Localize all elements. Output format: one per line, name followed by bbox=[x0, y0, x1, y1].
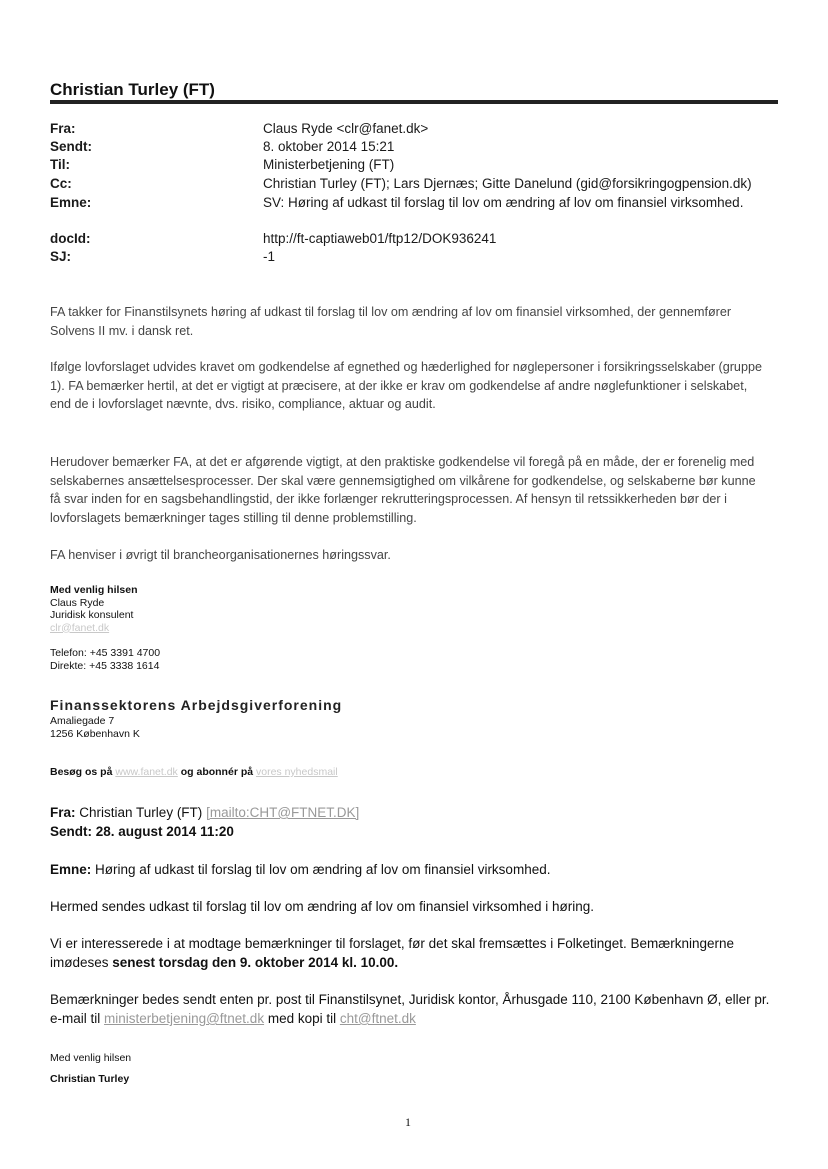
header-docid-value: http://ft-captiaweb01/ftp12/DOK936241 bbox=[263, 231, 497, 246]
organisation-address bbox=[50, 715, 140, 740]
visit-line bbox=[50, 766, 338, 778]
header-sent-label: Sendt: bbox=[50, 139, 92, 154]
forward-sent-value: 28. august 2014 11:20 bbox=[95, 824, 234, 839]
forward-mailto-link[interactable]: [mailto:CHT@FTNET.DK] bbox=[206, 805, 360, 820]
header-subject-value: SV: Høring af udkast til forslag til lov om ændring af lov om finansiel virksomhed. bbox=[263, 195, 744, 210]
organisation-name: Finanssektorens Arbejdsgiverforening bbox=[50, 697, 343, 713]
forward-from-value: Christian Turley (FT) bbox=[79, 805, 203, 820]
signature-greeting: Med venlig hilsen bbox=[50, 584, 138, 596]
header-from-label: Fra: bbox=[50, 121, 76, 136]
forward-subject-row bbox=[50, 860, 550, 879]
forward-sent-row bbox=[50, 822, 234, 841]
cht-email-link[interactable]: cht@ftnet.dk bbox=[339, 1011, 416, 1026]
ministerbetjening-email-link[interactable]: ministerbetjening@ftnet.dk bbox=[104, 1011, 265, 1026]
newsletter-link[interactable]: vores nyhedsmail bbox=[256, 766, 338, 778]
organisation-city: 1256 København K bbox=[50, 727, 140, 740]
forward-from-row bbox=[50, 803, 359, 822]
forward-paragraph-3-cc-text: med kopi til bbox=[267, 1011, 337, 1026]
header-to-value: Ministerbetjening (FT) bbox=[263, 157, 395, 172]
forward-sent-label: Sendt: bbox=[50, 824, 92, 839]
body-paragraph-2: Ifølge lovforslaget udvides kravet om godkendelse af egnethed og hæderlighed for nøglepersoner i forsikringsselskaber (gruppe 1). FA bemærker hertil, at det er vigtigt at præcisere, at der ikke er krav om godkendelse af andre nøglefunktioner i selskabet, end de i lovforslaget nævnte, dvs. risiko, compliance, aktuar og audit. bbox=[50, 360, 762, 411]
body-paragraph-3: Herudover bemærker FA, at det er afgørende vigtigt, at den praktiske godkendelse vil foregå på en måde, der er forenelig med selskabernes ansættelsesprocesser. Der skal være gennemsigtighed om vilkårene for godkendelse, og selskaberne bør kunne få svar inden for en sagsbehandlingstid, der ikke forlænger rekrutteringsprocessen. Af hensyn til retssikkerheden bør der i lovforslagets bemærkninger tages stilling til denne problemstilling. bbox=[50, 455, 756, 525]
signature-email-link[interactable]: clr@fanet.dk bbox=[50, 621, 110, 634]
header-cc-label: Cc: bbox=[50, 176, 72, 191]
forward-paragraph-3 bbox=[50, 990, 770, 1028]
signature-phone: Telefon: +45 3391 4700 bbox=[50, 647, 161, 659]
forward-paragraph-1: Hermed sendes udkast til forslag til lov om ændring af lov om finansiel virksomhed i høring. bbox=[50, 899, 594, 914]
signature-direct-phone: Direkte: +45 3338 1614 bbox=[50, 659, 160, 672]
signature-phones bbox=[50, 647, 160, 672]
forward-closing-greeting: Med venlig hilsen bbox=[50, 1052, 132, 1064]
body-paragraph-1: FA takker for Finanstilsynets høring af udkast til forslag til lov om ændring af lov om finansiel virksomhed, der gennemfører Solvens II mv. i dansk ret. bbox=[50, 305, 732, 338]
header-from-value: Claus Ryde <clr@fanet.dk> bbox=[263, 121, 429, 136]
organisation-street: Amaliegade 7 bbox=[50, 715, 115, 727]
forward-subject-label: Emne: bbox=[50, 862, 92, 877]
header-cc-value: Christian Turley (FT); Lars Djernæs; Gitte Danelund (gid@forsikringogpension.dk) bbox=[263, 176, 752, 191]
visit-middle: og abonnér på bbox=[180, 766, 254, 778]
forward-paragraph-3-text: Bemærkninger bedes sendt enten pr. post til Finanstilsynet, Juridisk kontor, Århusgade 110, 2100 København Ø, eller pr. e-mail til bbox=[50, 992, 770, 1026]
forward-from-label: Fra: bbox=[50, 805, 76, 820]
header-to-label: Til: bbox=[50, 157, 70, 172]
header-docid-label: docId: bbox=[50, 231, 91, 246]
visit-prefix: Besøg os på bbox=[50, 766, 113, 778]
mailbox-owner-title: Christian Turley (FT) bbox=[50, 80, 215, 99]
page-number: 1 bbox=[405, 1115, 411, 1129]
header-sj-value: -1 bbox=[263, 249, 276, 264]
website-link[interactable]: www.fanet.dk bbox=[115, 766, 178, 778]
header-sent-value: 8. oktober 2014 15:21 bbox=[263, 139, 395, 154]
forward-deadline: senest torsdag den 9. oktober 2014 kl. 10.00. bbox=[112, 955, 399, 970]
signature-block bbox=[50, 584, 138, 634]
header-sj-label: SJ: bbox=[50, 249, 72, 264]
header-rule bbox=[50, 100, 778, 104]
forward-closing-name: Christian Turley bbox=[50, 1073, 130, 1085]
forward-subject-value: Høring af udkast til forslag til lov om ændring af lov om finansiel virksomhed. bbox=[95, 862, 551, 877]
body-paragraph-4: FA henviser i øvrigt til brancheorganisationernes høringssvar. bbox=[50, 548, 391, 562]
forward-paragraph-2 bbox=[50, 934, 770, 972]
signature-title: Juridisk konsulent bbox=[50, 609, 134, 621]
forward-paragraph-2-text: Vi er interesserede i at modtage bemærkninger til forslaget, før det skal fremsættes i Folketinget. Bemærkningerne imødeses bbox=[50, 936, 735, 970]
signature-name: Claus Ryde bbox=[50, 596, 105, 609]
header-subject-label: Emne: bbox=[50, 195, 92, 210]
